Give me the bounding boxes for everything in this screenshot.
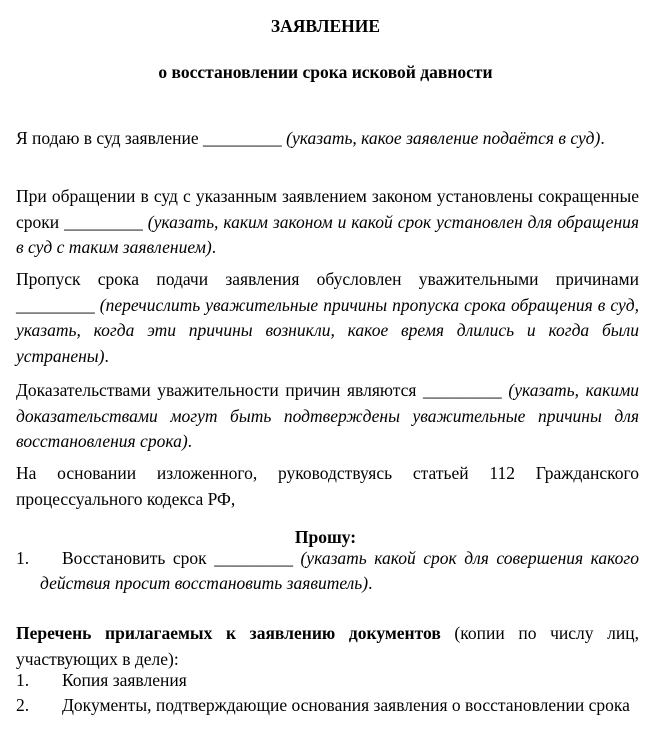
paragraph-text: При обращении в суд с указанным заявлением законом установлены сокращенные сроки xyxy=(16,186,639,232)
paragraph-text: Доказательствами уважительности причин являются xyxy=(16,380,417,400)
paragraph-law-deadlines xyxy=(16,184,639,261)
attachments-heading-tail: (копии по числу лиц, участвующих в деле): xyxy=(16,623,639,669)
fill-in-blank: _________ xyxy=(16,294,95,315)
attachment-item-text: Копия заявления xyxy=(62,670,187,690)
paragraph-legal-basis xyxy=(16,461,639,512)
paragraph-end: . xyxy=(600,128,605,148)
attachment-item-text: Документы, подтверждающие основания заявления о восстановлении срока xyxy=(62,695,630,715)
paragraph-hint: (указать, какое заявление подаётся в суд) xyxy=(286,128,601,148)
fill-in-blank: _________ xyxy=(214,548,293,568)
fill-in-blank: _________ xyxy=(64,211,143,232)
paragraph-end: . xyxy=(104,345,109,366)
list-number: 1. xyxy=(16,548,30,568)
request-heading: Прошу: xyxy=(294,527,357,547)
paragraph-hint: (указать, каким законом и какой срок установлен для обращения в суд с таким заявлением) xyxy=(16,211,640,257)
fill-in-blank: _________ xyxy=(423,380,502,400)
request-item-end: . xyxy=(368,573,373,593)
paragraph-text: Пропуск срока подачи заявления обусловлен уважительными причинами xyxy=(16,269,639,289)
paragraph-text: На основании изложенного, руководствуясь статьей 112 Гражданского процессуального кодекса РФ, xyxy=(16,463,639,509)
paragraph-valid-reasons xyxy=(16,267,639,369)
attachment-item xyxy=(16,668,639,693)
attachments-heading xyxy=(16,621,639,672)
request-item-hint: (указать какой срок для совершения какого действия просит восстановить заявитель) xyxy=(40,548,639,593)
paragraph-end: . xyxy=(187,431,193,451)
attachment-item xyxy=(16,693,639,718)
paragraph-text: Я подаю в суд заявление xyxy=(16,128,199,148)
paragraph-court-application xyxy=(16,126,639,152)
document-title: ЗАЯВЛЕНИЕ xyxy=(270,16,381,36)
document-subtitle: о восстановлении срока исковой давности xyxy=(158,62,493,82)
list-number: 1. xyxy=(16,670,30,690)
list-number: 2. xyxy=(16,695,30,715)
request-item xyxy=(16,546,639,596)
attachments-heading-title: Перечень прилагаемых к заявлению документов xyxy=(16,623,441,643)
paragraph-end: . xyxy=(211,237,217,257)
paragraph-evidence xyxy=(16,378,639,455)
paragraph-hint: (указать, какими доказательствами могут быть подтверждены уважительные причины для восстановления срока) xyxy=(16,380,639,451)
fill-in-blank: _________ xyxy=(203,128,282,148)
request-item-text xyxy=(16,546,639,596)
request-item-label: Восстановить срок xyxy=(62,548,207,568)
paragraph-hint: (перечислить уважительные причины пропуска срока обращения в суд, указать, когда эти причины возникли, какое время длились и когда были устранены) xyxy=(16,294,639,366)
